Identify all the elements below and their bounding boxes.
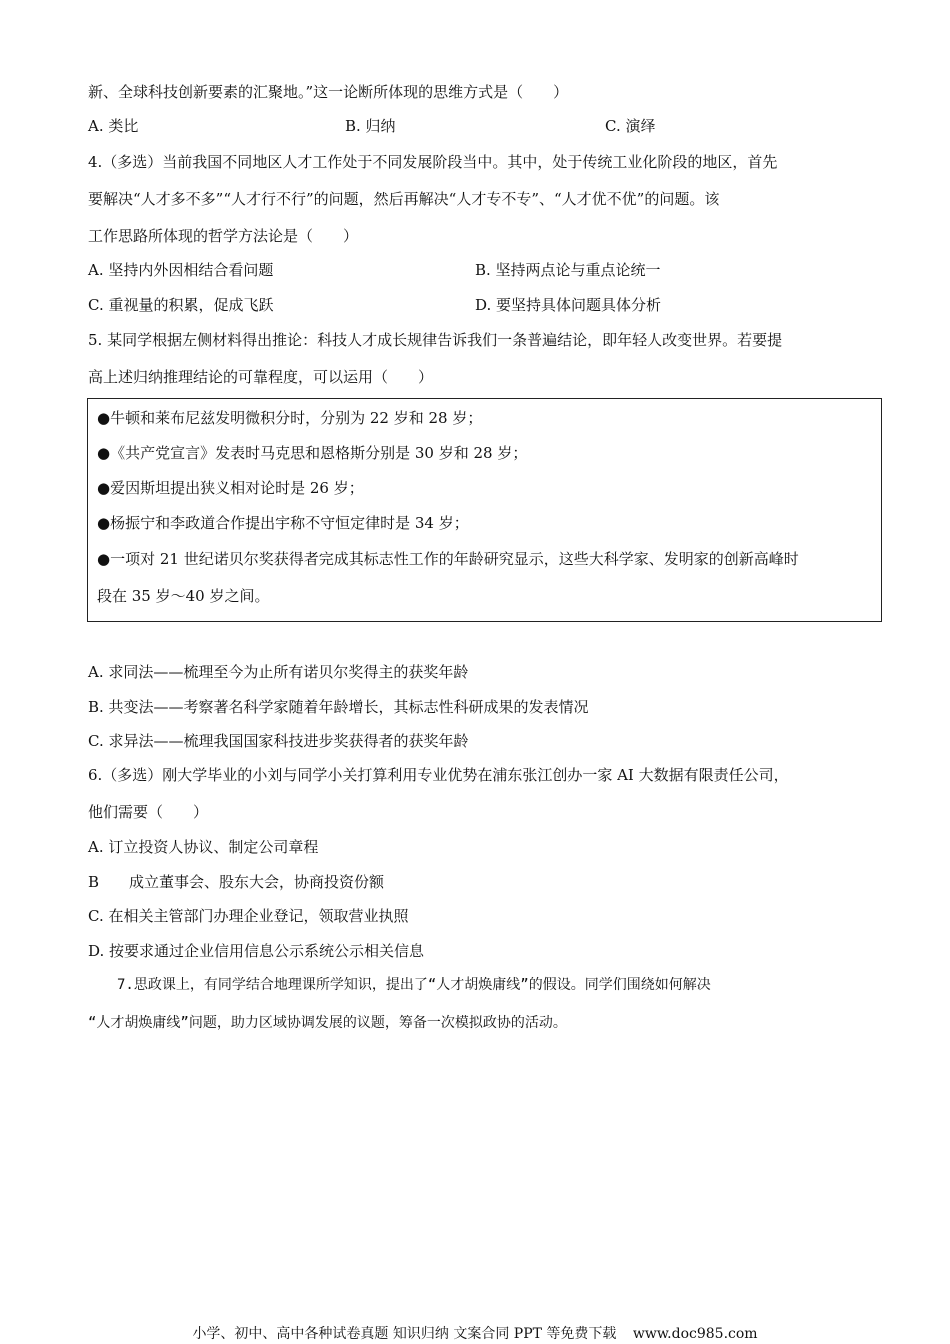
q5-stem-line2: 高上述归纳推理结论的可靠程度，可以运用（ ） [88, 368, 434, 386]
footer-url[interactable]: www.doc985.com [632, 1326, 758, 1342]
q5-option-c: C. 求异法——梳理我国国家科技进步奖获得者的获奖年龄 [88, 732, 469, 750]
q3-option-a: A. 类比 [88, 117, 139, 135]
q5-option-a: A. 求同法——梳理至今为止所有诺贝尔奖得主的获奖年龄 [88, 663, 469, 681]
q6-stem-line1: 6.（多选）刚大学毕业的小刘与同学小关打算利用专业优势在浦东张江创办一家 AI 大数据有限责任公司， [88, 766, 789, 784]
q6-option-d: D. 按要求通过企业信用信息公示系统公示相关信息 [88, 942, 425, 960]
q5-material-item-5-line1: ●一项对 21 世纪诺贝尔奖获得者完成其标志性工作的年龄研究显示，这些大科学家、发明家的创新高峰时 [97, 550, 799, 568]
q5-option-b: B. 共变法——考察著名科学家随着年龄增长，其标志性科研成果的发表情况 [88, 698, 589, 716]
q5-material-item-2: ●《共产党宣言》发表时马克思和恩格斯分别是 30 岁和 28 岁； [97, 444, 528, 462]
q4-stem-line3: 工作思路所体现的哲学方法论是（ ） [88, 227, 359, 245]
q4-option-c: C. 重视量的积累，促成飞跃 [88, 296, 274, 314]
q4-option-d: D. 要坚持具体问题具体分析 [475, 296, 662, 314]
q4-stem-line1: 4.（多选）当前我国不同地区人才工作处于不同发展阶段当中。其中，处于传统工业化阶段的地区，首先 [88, 153, 778, 171]
q5-material-item-1: ●牛顿和莱布尼兹发明微积分时，分别为 22 岁和 28 岁； [97, 409, 483, 427]
q4-stem-line2: 要解决“人才多不多”“人才行不行”的问题，然后再解决“人才专不专”、“人才优不优”的问题。该 [88, 190, 720, 208]
q5-material-item-5-line2: 段在 35 岁～40 岁之间。 [97, 587, 270, 605]
q7-stem-line2: “人才胡焕庸线”问题，助力区域协调发展的议题，筹备一次模拟政协的活动。 [88, 1015, 567, 1031]
q3-option-c: C. 演绎 [605, 117, 656, 135]
q6-option-b: B 成立董事会、股东大会，协商投资份额 [88, 873, 385, 891]
q6-stem-line2: 他们需要（ ） [88, 803, 209, 821]
q5-material-item-3: ●爱因斯坦提出狭义相对论时是 26 岁； [97, 479, 364, 497]
page-footer [0, 1325, 950, 1343]
q6-option-a: A. 订立投资人协议、制定公司章程 [88, 838, 319, 856]
q4-option-a: A. 坚持内外因相结合看问题 [88, 261, 274, 279]
q3-continuation: 新、全球科技创新要素的汇聚地。”这一论断所体现的思维方式是（ ） [88, 83, 569, 101]
footer-text: 小学、初中、高中各种试卷真题 知识归纳 文案合同 PPT 等免费下载 [192, 1326, 617, 1342]
q6-option-c: C. 在相关主管部门办理企业登记，领取营业执照 [88, 907, 409, 925]
q5-material-item-4: ●杨振宁和李政道合作提出宇称不守恒定律时是 34 岁； [97, 514, 469, 532]
q3-option-b: B. 归纳 [345, 117, 396, 135]
q7-stem-line1: 7.思政课上，有同学结合地理课所学知识，提出了“人才胡焕庸线”的假设。同学们围绕如何解决 [117, 977, 711, 993]
q4-option-b: B. 坚持两点论与重点论统一 [475, 261, 661, 279]
q5-stem-line1: 5. 某同学根据左侧材料得出推论：科技人才成长规律告诉我们一条普遍结论，即年轻人改变世界。若要提 [88, 331, 783, 349]
